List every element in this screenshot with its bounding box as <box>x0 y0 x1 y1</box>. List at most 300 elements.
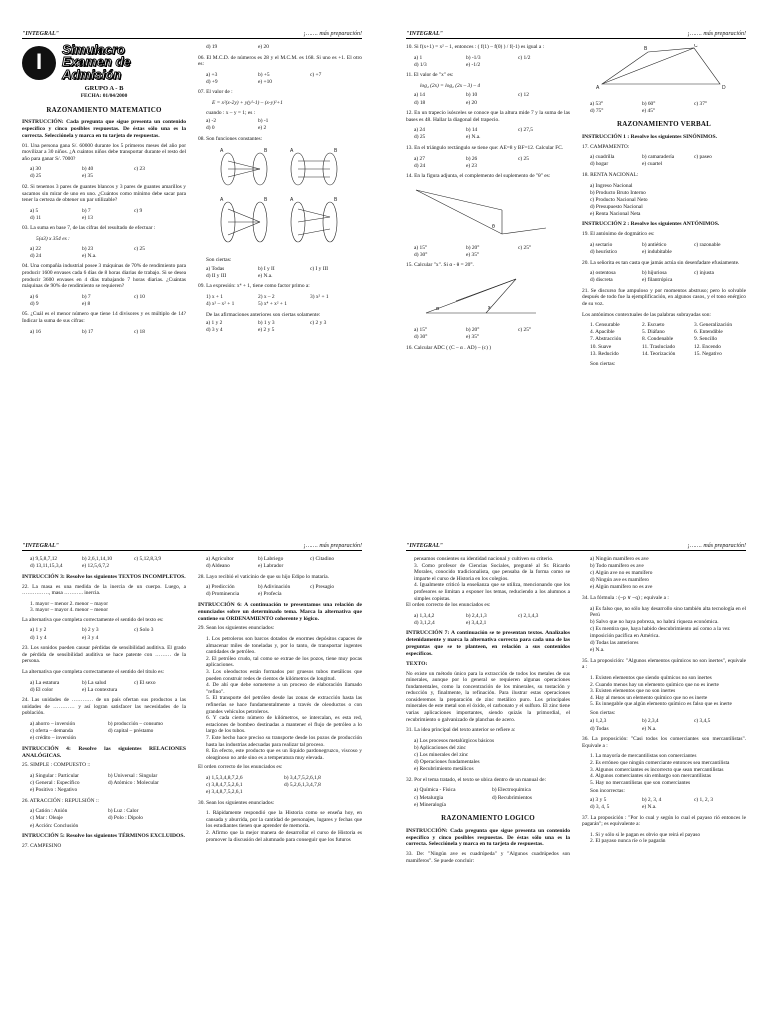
option[interactable]: e) Mineralogía <box>414 801 446 808</box>
option[interactable]: d) capital – préstamo <box>108 728 154 735</box>
header-left: "INTEGRAL" <box>22 30 59 37</box>
option[interactable]: e) filantrópica <box>642 277 673 284</box>
list-item: pensamos consientes su identidad nacional y cultiven su criterio. <box>414 556 554 562</box>
set-label: A <box>220 147 224 154</box>
option[interactable]: e) 23 <box>466 162 477 169</box>
option[interactable]: b) Adivinación <box>258 584 291 591</box>
option[interactable]: d) heurístico <box>590 248 618 255</box>
option[interactable]: e) +10 <box>258 78 272 85</box>
option[interactable]: b) Electroquímica <box>492 787 531 794</box>
list-item: 5. El transporte del petróleo desde las zonas de extracción hasta las refinerías se hace fundamentalmente a través de oleoductos o con grandes vehículos petroleros. <box>206 695 362 715</box>
option[interactable]: d) Todas las anteriores <box>590 640 639 647</box>
option[interactable]: a) 1 y 2 <box>30 627 47 634</box>
list-item: 1. Si y sólo si le pagan es obvio que reirá el payaso <box>590 831 701 838</box>
answer-label-08: Son ciertas: <box>206 257 232 264</box>
option[interactable]: a) cuadrilla <box>590 154 615 161</box>
instruction-6: INTRUCCIÓN 6: A continuación te presentamos una relación de enunciados sobre un determinado tema. Marca la alternativa que contiene su ORDENAMIENTO coherente y lógico. <box>198 601 362 622</box>
angle-figure-15 <box>406 273 556 323</box>
option[interactable]: a) Química - Física <box>414 787 456 794</box>
option[interactable]: b) 2 y 3 <box>82 627 99 634</box>
option[interactable]: b) Producto Bruto Interno <box>590 189 646 196</box>
option[interactable]: c) Metalurgia <box>414 794 444 801</box>
option[interactable]: b) 23 <box>82 245 94 252</box>
question-29: 29. Sean los siguientes enunciados: <box>198 625 275 632</box>
list-item: 7. Abstracción <box>590 336 622 343</box>
option[interactable]: e) 13 <box>82 214 93 221</box>
list-item: 1) x + 1 <box>206 294 223 300</box>
angle-label: θ <box>492 223 495 230</box>
option[interactable]: c) 25 <box>518 155 529 162</box>
option[interactable]: e) Renta Nacional Neta <box>590 210 641 217</box>
list-item: 3. Existen elementos que no son inertes <box>590 688 676 695</box>
option[interactable]: d) II y III <box>206 272 227 279</box>
set-label: A <box>220 196 224 203</box>
option[interactable]: b) 20° <box>466 327 480 334</box>
items-22 <box>30 601 186 614</box>
instruction-7: INTRUCCIÓN 7: A continuación se te presentan textos. Analízalos detenidamente y marca la alternativa correcta para cada una de las preguntas que se te planteen, en relación a sus contenidos específicos. <box>406 630 570 657</box>
option[interactable]: c) oferta – demanda <box>30 728 73 735</box>
functions-diagram <box>198 147 348 255</box>
option[interactable]: b) I y II <box>258 265 275 272</box>
section-title: RAZONAMIENTO VERBAL <box>617 120 711 129</box>
option[interactable]: d) 24 <box>414 162 426 169</box>
option[interactable]: e) 35° <box>466 334 480 341</box>
column-right <box>582 556 746 1018</box>
option[interactable]: c) +7 <box>310 71 322 78</box>
options-23 <box>30 680 186 694</box>
option[interactable]: d) 75° <box>590 107 604 114</box>
options-05-continued <box>206 44 362 51</box>
option[interactable]: a) 24 <box>414 127 425 134</box>
list-item: 10. Suave <box>590 343 612 350</box>
options-29 <box>206 775 362 796</box>
option[interactable]: b) hijuriosa <box>642 270 667 277</box>
option[interactable]: e) -1/2 <box>466 61 481 68</box>
question-30: 30. Sean los siguientes enunciados: <box>198 799 275 806</box>
option[interactable]: c) 18 <box>134 328 145 335</box>
option[interactable]: e) 35 <box>82 173 93 180</box>
option[interactable]: e) N.a. <box>642 725 657 732</box>
option[interactable]: a) 1 y 2 <box>206 320 223 327</box>
question-18: 18. RENTA NACIONAL: <box>582 171 639 178</box>
option[interactable]: b) 17 <box>82 328 94 335</box>
option[interactable]: c) Mar : Oleaje <box>30 815 63 822</box>
list-item: 5. Es innegable que algún elemento químico es falso que es inerte <box>590 701 732 708</box>
page-2 <box>384 0 768 512</box>
formula-07: E = x²(x-2y) + y(y²-1) – (x-y)²+1 <box>212 100 283 107</box>
items-29 <box>206 636 362 761</box>
question-04: 04. Una compañía industrial posee 3 máquinas de 70% de rendimiento para producir 1600 envases cada 6 días de 8 horas diarias de trabajo. Si se desea producir 3600 envases en 4 días trabajando 7 horas diarias. ¿Cuántas máquinas de 90% de rendimiento se requieren? <box>22 263 186 290</box>
option[interactable]: c) 25 <box>134 245 145 252</box>
option[interactable]: a) 1 <box>414 54 423 61</box>
page-header <box>406 542 746 551</box>
option[interactable]: b) antiético <box>642 241 667 248</box>
option[interactable]: d) Aldeano <box>206 563 230 570</box>
option[interactable]: b) Luz : Calor <box>108 808 139 815</box>
options-06 <box>206 72 362 86</box>
option[interactable]: a) Es falso que, no sólo hay desarrollo sino también alta tecnología en el Perú <box>590 605 746 619</box>
option[interactable]: e) crédito – inversión <box>30 735 76 742</box>
question-34: 34. La fórmula : (~p ∨ ~q) ; equivale a : <box>582 594 669 601</box>
option[interactable]: b) 14 <box>466 127 478 134</box>
question-07: 07. El valor de : <box>198 89 233 96</box>
option[interactable]: b) 20° <box>466 244 480 251</box>
option[interactable]: d) Todas <box>590 725 609 732</box>
option[interactable]: d) 1 y 4 <box>30 634 47 641</box>
option[interactable]: c) 27,5 <box>518 127 533 134</box>
items-30 <box>206 810 362 843</box>
options-28 <box>206 584 362 598</box>
paragraph-23: La alternativa que completa correctamente el sentido del titulo es: <box>22 668 165 675</box>
vertex-label: A <box>596 85 600 91</box>
question-01: 01. Una persona gana S/. 60000 durante los 5 primeros meses del año por movilizar a 30 niños. ¿A cuántos niños debe transportar durante el resto del año para ganar S/. 7000? <box>22 142 186 162</box>
option[interactable]: e) N.a. <box>642 804 657 810</box>
option[interactable]: c) 3,8,4,7,5,2,6,1 <box>206 781 243 788</box>
option[interactable]: e) 3,4,2,1 <box>466 619 487 626</box>
option[interactable]: d) 24 <box>30 252 42 259</box>
options-08 <box>206 266 362 280</box>
option[interactable]: c) Algún ave no es mamífero <box>590 570 653 577</box>
option[interactable]: d) Presupuesto Nacional <box>590 203 643 210</box>
option[interactable]: a) Catión : Anión <box>30 808 68 815</box>
option[interactable]: e) indubitable <box>642 248 672 255</box>
option[interactable]: c) paseo <box>694 154 712 161</box>
option[interactable]: b) Aplicaciones del zinc <box>414 744 466 751</box>
list-item: 1. Censurable <box>590 322 620 329</box>
option[interactable]: d) discreta <box>590 277 613 284</box>
options-34 <box>590 606 746 654</box>
option[interactable]: d) 1/3 <box>414 61 427 68</box>
option[interactable]: c) 1, 2, 3 <box>694 796 714 803</box>
option[interactable]: a) ahorro – inversión <box>30 721 76 727</box>
header-right: ¡……. más preparación! <box>303 30 362 37</box>
exam-logo <box>22 44 186 81</box>
option[interactable]: b) 3,4,7,5,2,6,1,8 <box>284 774 321 781</box>
option[interactable]: a) Ingreso Nacional <box>590 182 633 189</box>
integral-logo-icon: I <box>22 46 56 80</box>
option[interactable]: e) 3,4,8,7,5,2,6,1 <box>206 789 243 796</box>
page-3 <box>0 512 384 1024</box>
option[interactable]: c) 37° <box>694 100 708 107</box>
option[interactable]: a) Todas <box>206 265 225 272</box>
options-13 <box>414 156 570 170</box>
list-item: 3. Generalización <box>694 322 733 329</box>
option[interactable]: e) Positivo : Negativo <box>30 787 78 794</box>
option[interactable]: a) La estatura <box>30 679 60 686</box>
option[interactable]: b) 60° <box>642 100 656 107</box>
list-item: 5. Hay no mercantilistas que son comerciantes <box>590 779 691 786</box>
option[interactable]: a) 1,5,3,4,8,7,2,6 <box>206 774 243 781</box>
question-36: 36. La proposición: "Casi todos los comerciantes son mercantilistas". Equivale a : <box>582 736 746 749</box>
option[interactable]: b) La salud <box>82 679 107 686</box>
option[interactable]: c) General : Específico <box>30 780 80 787</box>
list-item: 2. El payaso nunca ríe o le pagarán <box>590 838 666 845</box>
option[interactable]: d) 0 <box>206 125 215 132</box>
option[interactable]: b) camaradería <box>642 154 675 161</box>
option[interactable]: b) Salvo que no haya pobreza, no habrá riqueza económica. <box>590 619 719 626</box>
question-08: 08. Son funciones constantes: <box>198 135 263 142</box>
column-right <box>582 44 746 506</box>
options-03 <box>30 246 186 260</box>
option[interactable]: c) 9 <box>134 207 143 214</box>
option[interactable]: e) Algún mamífero no es ave <box>590 584 653 591</box>
option[interactable]: c) razonable <box>694 241 721 248</box>
question-11: 11. El valor de "x" es: <box>406 72 454 79</box>
options-09 <box>206 320 362 334</box>
option[interactable]: a) Agricultor <box>206 556 234 562</box>
option[interactable]: e) 20 <box>258 44 269 50</box>
option[interactable]: e) 3 y 4 <box>82 634 99 641</box>
angle-label: x <box>488 304 491 311</box>
option[interactable]: c) Solo 3 <box>134 627 154 634</box>
options-18 <box>590 183 746 218</box>
option[interactable]: d) +9 <box>206 78 218 85</box>
option[interactable]: c) 25° <box>518 244 532 251</box>
option[interactable]: e) Profecía <box>258 591 282 598</box>
options-14 <box>414 245 570 259</box>
option[interactable]: e) 45° <box>642 107 656 114</box>
option[interactable]: a) +3 <box>206 71 218 78</box>
set-label: B <box>264 147 268 154</box>
option[interactable]: c) 1/2 <box>518 54 531 61</box>
list-item: 5) x⁴ + x² + 1 <box>258 301 287 308</box>
option[interactable]: a) 6 <box>30 293 39 300</box>
option[interactable]: e) 12,5,6,7,2 <box>82 563 110 570</box>
options-10 <box>414 55 570 69</box>
option[interactable]: c) 2 y 3 <box>310 320 327 327</box>
options-22 <box>30 627 186 641</box>
option[interactable]: c) 10 <box>134 293 145 300</box>
option[interactable]: b) 2, 3, 4 <box>642 796 662 803</box>
question-06: 06. El M.C.D. de números es 28 y el M.C.M. es 168. Si uno es +1. El otro es: <box>198 54 362 68</box>
option[interactable]: d) 25 <box>414 134 426 141</box>
list-item: 2. Afirmo que la mejor manera de desarrollar el curso de Historia es promover la discusión del alumnado para conseguir que los futuros <box>206 830 362 843</box>
items-36 <box>590 753 746 786</box>
option[interactable]: e) N.a. <box>82 252 97 259</box>
options-01 <box>30 166 186 180</box>
option[interactable]: d) Operaciones fundamentales <box>414 759 480 766</box>
question-32: 32. Por el tema tratado, el texto se ubica dentro de un manual de: <box>406 776 546 783</box>
option[interactable]: b) 2,4,1,3 <box>466 612 487 619</box>
option[interactable]: a) 1,3,4,2 <box>414 612 435 619</box>
option[interactable]: a) 15° <box>414 244 428 251</box>
option[interactable]: c) Presagio <box>310 584 335 591</box>
option[interactable]: d) 25 <box>30 173 42 180</box>
list-item: 1. Los petroleros son barcos dotados de enormes depósitos capaces de almacenar miles de toneladas y, por lo tanto, de transportar ingentes cantidades de petróleo. <box>206 636 362 656</box>
list-item: 3. Los oleoductos están formados por gruesos tubos metálicos que pueden construir redes de cientos de kilómetros de longitud. <box>206 668 362 682</box>
question-35: 35. La proposición: "Algunos elementos químicos no son inertes", equivale a : <box>582 657 746 671</box>
option[interactable]: c) Es mentira que, haya habido descubrimiento así como a la vez imposición pacífica en América. <box>590 626 730 639</box>
option[interactable]: d) 3, 4, 5 <box>590 804 610 810</box>
option[interactable]: e) N.a. <box>258 272 273 279</box>
option[interactable]: c) Citadino <box>310 556 335 562</box>
option[interactable]: a) 53° <box>590 100 604 107</box>
option[interactable]: d) El color <box>30 686 54 693</box>
question-02: 02. Si tenemos 3 pares de guantes blancos y 3 pares de guantes amarillos y sacamos sin mirar de uno en uno. ¿Cuántos como mínimo debe sacar para tener la certeza de obtener un par utilizable? <box>22 183 186 204</box>
option[interactable]: b) Universal : Singular <box>108 773 158 779</box>
page-4 <box>384 512 768 1024</box>
question-03: 03. La suma en base 7, de las cifras del resultado de efectuar : <box>22 225 156 232</box>
list-item: 12. Encendo <box>694 343 721 350</box>
options-25 <box>30 773 186 794</box>
list-item: 2. Cuando menos hay un elemento químico que no es inerte <box>590 681 719 688</box>
option[interactable]: c) 23 <box>134 166 145 173</box>
option[interactable]: d) Polo : Dipolo <box>108 815 143 822</box>
options-07 <box>206 118 362 132</box>
list-item: 8. En efecto, este producto que es un líquido pardonegruzco, viscoso y oleaginoso no arde sino es a temperatura muy elevada. <box>206 748 362 761</box>
option[interactable]: a) ostentosa <box>590 270 616 277</box>
option[interactable]: a) 16 <box>30 328 41 335</box>
option[interactable]: b) -1/3 <box>466 54 481 61</box>
option[interactable]: a) 14 <box>414 92 425 99</box>
option[interactable]: e) 2 <box>258 125 267 132</box>
options-17 <box>590 154 746 168</box>
formula-11: log₄ (2x) = log₂ (2x – 3) – 4 <box>420 82 481 89</box>
option[interactable]: a) sectario <box>590 241 613 248</box>
set-label: A <box>290 147 294 154</box>
options-16 <box>590 101 746 115</box>
option[interactable]: a) 30 <box>30 166 41 173</box>
option[interactable]: b) Labriego <box>258 556 284 562</box>
option[interactable]: a) Predicción <box>206 584 235 591</box>
option[interactable]: b) 2,3,4 <box>642 718 659 725</box>
option[interactable]: a) Los procesos metalúrgicos básicos <box>414 737 495 744</box>
page-header <box>406 30 746 39</box>
option[interactable]: d) 30° <box>414 251 428 258</box>
option[interactable]: d) Ningún ave es mamífero <box>590 577 649 584</box>
option[interactable]: b) 40 <box>82 166 94 173</box>
option[interactable]: c) El sexo <box>134 679 156 686</box>
question-26: 26. ATRACCIÓN : REPULSIÓN :: <box>22 797 99 804</box>
option[interactable]: a) 27 <box>414 155 425 162</box>
list-item: 14. Teorización <box>642 350 676 357</box>
option[interactable]: c) Los minerales del zinc <box>414 752 469 759</box>
paragraph-22: La alternativa que completa correctamente el sentido del texto es: <box>22 616 164 623</box>
option[interactable]: c) injusta <box>694 270 714 277</box>
list-item: 3) x² + 1 <box>310 294 329 300</box>
option[interactable]: b) -1 <box>258 118 269 125</box>
instruction-1: INSTRUCCIÓN 1 : Resolve los siguientes SINÓNIMOS. <box>582 133 718 140</box>
option[interactable]: d) Atómico : Molecular <box>108 780 159 787</box>
question-19: 19. El antónimo de dogmático es: <box>582 231 655 238</box>
question-05: 05. ¿Cuál es el menor número que tiene 14 divisores y es múltiplo de 14? Indicar la suma de sus cifras: <box>22 311 186 324</box>
option[interactable]: d) 9 <box>30 300 39 307</box>
option[interactable]: c) 12 <box>518 92 529 99</box>
option[interactable]: a) 22 <box>30 245 41 252</box>
option[interactable]: b) 7 <box>82 207 91 214</box>
instruction-4: INTRUCCIÓN 4: Resolve las siguientes RELACIONES ANALÓGICAS. <box>22 745 186 759</box>
option[interactable]: a) -2 <box>206 118 217 125</box>
option[interactable]: e) Labrador <box>258 563 284 570</box>
option[interactable]: a) 3 y 5 <box>590 796 607 803</box>
items-37 <box>590 832 746 845</box>
options-11 <box>414 92 570 106</box>
set-label: B <box>334 147 338 154</box>
option[interactable]: a) 15° <box>414 327 428 334</box>
option[interactable]: d) hogar <box>590 161 609 168</box>
paragraph-35: Son ciertas: <box>590 709 616 716</box>
paragraph-36: Son incorrectas: <box>590 788 625 795</box>
option[interactable]: b) 2,6,1,14,10 <box>82 556 113 562</box>
option[interactable]: a) 5 <box>30 207 39 214</box>
option[interactable]: d) 11 <box>30 214 42 221</box>
column-left <box>22 44 186 506</box>
option[interactable]: e) 2 y 5 <box>258 327 275 334</box>
condition-07: cuando : x – y = 1; es : <box>206 109 256 116</box>
section-title: RAZONAMIENTO MATEMATICO <box>46 105 162 114</box>
option[interactable]: a) 1,2,3 <box>590 718 607 725</box>
page-header <box>22 542 362 551</box>
option[interactable]: e) 8 <box>82 300 91 307</box>
column-left <box>406 556 570 1018</box>
option[interactable]: c) 5,12,8,3,9 <box>134 556 162 562</box>
list-item: 2. Escueto <box>642 322 665 329</box>
option[interactable]: a) Singular : Particular <box>30 773 79 779</box>
column-right <box>198 556 362 1018</box>
option[interactable]: d) 30° <box>414 334 428 341</box>
option[interactable]: d) 3,1,2,4 <box>414 619 435 626</box>
option[interactable]: d) Recubrimientos <box>492 794 532 801</box>
question-12: 12. En un trapecio isósceles se conoce que la altura mide 7 y la suma de las bases es 48. Hallar la diagonal del trapecio. <box>406 110 570 123</box>
list-item: 6. Y cada cierto número de kilómetros, se intercalan, es esta red, estaciones de bombeo destinadas a mantener el flujo de petróleo a lo largo de los tubos. <box>206 715 362 735</box>
list-item: 1. Rápidamente respondió que la Historia como se enseña hoy, en cansada y aburrida, por la cantidad de personajes, lugares y fechas que los estudiantes tienen que aprender de memoria. <box>206 810 362 830</box>
list-item: 3. mayor – mayor 4. menor – menor <box>30 607 108 614</box>
option[interactable]: e) La contextura <box>82 686 118 693</box>
question-14: 14. En la figura adjunta, el complemento del suplemento de "θ" es: <box>406 173 551 180</box>
option[interactable]: b) 7 <box>82 293 91 300</box>
options-15 <box>414 327 570 341</box>
option[interactable]: d) 3 y 4 <box>206 327 223 334</box>
option[interactable]: b) 26 <box>466 155 478 162</box>
set-label: B <box>334 196 338 203</box>
option[interactable]: b) +5 <box>258 71 270 78</box>
option[interactable]: a) 9,5,8,7,12 <box>30 556 58 562</box>
option[interactable]: e) 35° <box>466 251 480 258</box>
option[interactable]: e) 20 <box>466 99 477 106</box>
option[interactable]: b) 1 y 3 <box>258 320 275 327</box>
option[interactable]: c) Producto Nacional Neto <box>590 196 648 203</box>
paragraph-29: El orden correcto de los enunciados es: <box>198 764 283 771</box>
option[interactable]: b) Todo mamífero es ave <box>590 563 644 570</box>
option[interactable]: c) 25° <box>518 327 532 334</box>
option[interactable]: e) N.a. <box>590 647 605 654</box>
option[interactable]: b) 10 <box>466 92 478 99</box>
option[interactable]: b) producción – consumo <box>108 721 163 727</box>
question-15: 15. Calcular "x". Si α - θ = 20°. <box>406 262 474 269</box>
option[interactable]: c) I y III <box>310 265 329 272</box>
option[interactable]: c) 2,1,4,3 <box>518 612 539 619</box>
page-1 <box>0 0 384 512</box>
option[interactable]: d) 13,11,15,3,4 <box>30 563 63 570</box>
option[interactable]: e) Recubrimiento metálicos <box>414 766 474 773</box>
option[interactable]: d) 19 <box>206 44 218 50</box>
option[interactable]: e) cuartel <box>642 161 663 168</box>
option[interactable]: a) Ningún mamífero es ave <box>590 556 649 562</box>
option[interactable]: d) Prominencia <box>206 591 240 598</box>
list-item: 4. Algunos comerciantes sin embargo son mercantilistas <box>590 773 712 780</box>
option[interactable]: c) 3,4,5 <box>694 718 711 725</box>
angle-figure-14 <box>406 184 556 240</box>
options-24 <box>30 721 186 742</box>
option[interactable]: d) 18 <box>414 99 426 106</box>
option[interactable]: e) Acción: Conclusión <box>30 822 79 829</box>
options-12 <box>414 127 570 141</box>
option[interactable]: d) 5,2,6,1,3,4,7,8 <box>284 781 321 788</box>
question-20: 20. La señorita es tan casta que jamás actúa sin desenfadare efusiamente. <box>582 259 740 266</box>
header-left: "INTEGRAL" <box>406 30 443 37</box>
list-item: 11. Trasluciado <box>642 343 676 350</box>
option[interactable]: e) N.a. <box>466 134 481 141</box>
